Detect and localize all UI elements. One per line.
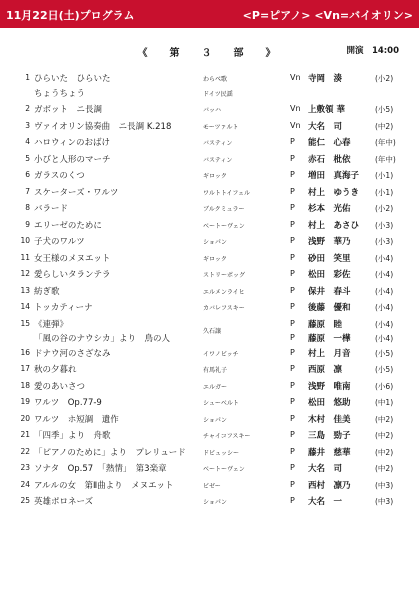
program-item xyxy=(0,345,419,362)
program-item xyxy=(0,427,419,444)
performer-name: 大名 司 xyxy=(308,464,343,474)
grade-level: (小3) xyxy=(375,220,394,230)
piece-title: スケーターズ・ワルツ xyxy=(34,187,119,198)
instrument-second: P xyxy=(290,332,295,342)
piece-title: 「四季」より 舟歌 xyxy=(34,431,111,441)
grade-level: (中1) xyxy=(375,398,394,407)
instrument: P xyxy=(290,463,295,472)
item-number: 5 xyxy=(25,153,30,163)
performer-name: 西村 凛乃 xyxy=(308,480,351,491)
composer: ギロック xyxy=(203,255,227,263)
program-item xyxy=(0,101,419,118)
grade-level: (小2) xyxy=(375,74,394,83)
item-number: 22 xyxy=(20,446,30,456)
grade-level-second: (小4) xyxy=(375,333,394,343)
part-heading: 《 第 ３ 部 》 xyxy=(137,48,282,59)
program-item xyxy=(0,217,419,234)
piece-title: ちょうちょう xyxy=(34,88,86,99)
performer-name: 砂田 笑里 xyxy=(308,253,351,264)
instrument: P xyxy=(290,413,295,423)
item-number: 13 xyxy=(20,285,30,295)
grade-level: (小1) xyxy=(375,171,394,180)
instrument: P xyxy=(290,347,295,357)
piece-title: 愛らしいタランテラ xyxy=(34,270,111,280)
item-number: 8 xyxy=(25,203,30,212)
performer-name: 大名 一 xyxy=(308,497,343,507)
composer: バスティン xyxy=(203,156,233,164)
piece-title: 女王様のメヌエット xyxy=(34,253,111,264)
piece-title: ヴァイオリン協奏曲 ニ長調 K.218 xyxy=(34,121,172,132)
program-item xyxy=(0,167,419,184)
performer-name: 村上 月音 xyxy=(308,348,351,359)
item-number: 9 xyxy=(25,219,30,229)
grade-level: (小4) xyxy=(375,270,394,279)
item-number: 15 xyxy=(20,318,30,328)
performer-name: 後藤 優和 xyxy=(308,303,351,313)
instrument: P xyxy=(290,364,295,373)
grade-level: (小5) xyxy=(375,365,394,374)
item-number: 2 xyxy=(25,104,30,113)
instrument: P xyxy=(290,397,295,406)
instrument: P xyxy=(290,430,295,439)
grade-level: (小4) xyxy=(375,303,394,312)
item-number: 25 xyxy=(20,496,30,505)
piece-title: ソナタ Op.57 「熱情」 第3楽章 xyxy=(34,464,167,474)
instrument-legend: <P=ピアノ> <Vn=バイオリン> xyxy=(242,9,413,22)
piece-title: ワルツ ホ短調 遺作 xyxy=(34,414,119,425)
performer-name: 松田 悠助 xyxy=(308,398,351,408)
grade-level: (中2) xyxy=(375,464,394,473)
piece-title: 紡ぎ歌 xyxy=(34,286,60,297)
program-item xyxy=(0,184,419,201)
grade-level: (中3) xyxy=(375,497,394,506)
performer-name: 浅野 唯南 xyxy=(308,381,351,392)
piece-title: エリーゼのために xyxy=(34,220,102,231)
grade-level: (小2) xyxy=(375,204,394,213)
piece-title: ドナウ河のさざなみ xyxy=(34,348,111,359)
composer: エルガー xyxy=(203,383,228,391)
composer: 久石譲 xyxy=(203,327,222,335)
performer-name: 西原 凛 xyxy=(308,365,343,375)
composer: イワノビッチ xyxy=(203,350,239,358)
grade-level: (小4) xyxy=(375,319,394,329)
composer: ドビュッシー xyxy=(203,449,240,457)
performer-name: 保井 春斗 xyxy=(308,286,351,297)
performer-name: 上敷領 華 xyxy=(308,105,345,115)
instrument: P xyxy=(290,318,295,328)
program-item xyxy=(0,299,419,316)
grade-level: (中2) xyxy=(375,414,394,424)
piece-title: ひらいた ひらいた xyxy=(34,74,111,84)
item-number: 6 xyxy=(25,170,30,179)
performer-name: 松田 彩佐 xyxy=(308,270,351,280)
program-item xyxy=(0,283,419,300)
instrument: P xyxy=(290,153,295,163)
grade-level: (小1) xyxy=(375,187,394,197)
program-item xyxy=(0,460,419,477)
program-item xyxy=(0,118,419,135)
item-number: 21 xyxy=(20,430,30,439)
composer: ドイツ民謡 xyxy=(203,90,233,98)
item-number: 1 xyxy=(25,73,30,82)
piece-title: ハロウィンのおばけ xyxy=(34,138,110,148)
item-number: 3 xyxy=(25,120,30,130)
composer: 有馬礼子 xyxy=(203,367,228,374)
grade-level: (年中) xyxy=(375,138,396,147)
instrument: P xyxy=(290,203,295,212)
piece-title: 《連弾》 xyxy=(34,319,69,330)
performer-name: 赤石 枇依 xyxy=(308,154,351,165)
instrument: P xyxy=(290,479,295,489)
composer: モーツァルト xyxy=(203,123,239,131)
program-item xyxy=(0,378,419,395)
piece-title: 英雄ポロネーズ xyxy=(34,497,94,507)
instrument: Vn xyxy=(290,104,301,113)
piece-title: 子犬のワルツ xyxy=(34,237,85,247)
item-number: 17 xyxy=(20,364,30,373)
piece-title: バラード xyxy=(34,204,69,214)
item-number: 4 xyxy=(25,137,30,146)
item-number: 23 xyxy=(20,463,30,472)
item-number: 12 xyxy=(20,269,30,278)
program-item xyxy=(0,151,419,168)
program-item xyxy=(0,70,419,85)
composer: バスティン xyxy=(203,140,233,147)
composer: ブルクミュラー xyxy=(203,206,245,213)
performer-name: 三島 勁子 xyxy=(308,431,351,441)
composer: ベートーヴェン xyxy=(203,466,245,473)
composer: ショパン xyxy=(203,499,227,506)
composer: シューベルト xyxy=(203,400,239,407)
composer: わらべ歌 xyxy=(203,76,228,83)
instrument: P xyxy=(290,496,295,505)
performer-name: 寺岡 湊 xyxy=(308,74,343,84)
performer-name: 村上 ゆうき xyxy=(308,187,360,198)
opening-time: 開演 14:00 xyxy=(346,46,399,56)
program-item xyxy=(0,477,419,494)
program-item xyxy=(0,266,419,283)
piece-title: アルルの女 第Ⅱ曲より メヌエット xyxy=(34,480,174,491)
composer: ショパン xyxy=(203,416,227,424)
item-number: 16 xyxy=(20,347,30,357)
performer-name: 杉本 光佑 xyxy=(308,204,351,214)
item-number: 7 xyxy=(25,186,30,196)
piece-title: ワルツ Op.77-9 xyxy=(34,398,102,408)
performer-name-second: 藤原 一樺 xyxy=(308,333,351,344)
program-item xyxy=(0,493,419,510)
performer-name: 増田 真海子 xyxy=(308,171,360,181)
piece-title: 愛のあいさつ xyxy=(34,381,86,392)
grade-level: (中3) xyxy=(375,480,394,490)
program-item xyxy=(0,361,419,378)
piece-title: ガボット ニ長調 xyxy=(34,105,103,115)
piece-title: 小びと人形のマーチ xyxy=(34,154,111,165)
instrument: Vn xyxy=(290,73,301,82)
grade-level: (小5) xyxy=(375,348,394,358)
performer-name: 能仁 心春 xyxy=(308,138,351,148)
piece-title-line2: 「風の谷のナウシカ」より 鳥の人 xyxy=(34,333,171,344)
program-item xyxy=(0,250,419,267)
grade-level: (小3) xyxy=(375,237,394,246)
grade-level: (小5) xyxy=(375,105,394,114)
instrument: P xyxy=(290,446,295,456)
program-item xyxy=(0,200,419,217)
item-number: 11 xyxy=(20,252,30,262)
item-number: 10 xyxy=(20,236,30,245)
program-date-title: 11月22日(土)プログラム xyxy=(6,9,135,22)
instrument: P xyxy=(290,219,295,229)
composer: ショパン xyxy=(203,239,227,246)
performer-name: 浅野 華乃 xyxy=(308,237,351,247)
composer: ベートーヴェン xyxy=(203,222,245,230)
program-list xyxy=(0,70,419,510)
instrument: P xyxy=(290,252,295,262)
piece-title: 「ピアノのために」より プレリュード xyxy=(34,447,186,458)
program-item xyxy=(0,134,419,151)
instrument: P xyxy=(290,285,295,295)
item-number: 20 xyxy=(20,413,30,423)
instrument: P xyxy=(290,269,295,278)
performer-name: 藤原 睦 xyxy=(308,319,343,330)
composer: エルメンライヒ xyxy=(203,288,245,296)
composer: バッハ xyxy=(203,107,222,114)
program-item xyxy=(0,394,419,411)
instrument: P xyxy=(290,302,295,311)
performer-name: 木村 佳美 xyxy=(308,414,351,425)
item-number: 14 xyxy=(20,302,30,311)
grade-level: (中2) xyxy=(375,447,394,457)
item-number: 24 xyxy=(20,479,30,489)
program-item xyxy=(0,316,419,345)
piece-title: 秋の夕暮れ xyxy=(34,365,77,375)
grade-level: (中2) xyxy=(375,121,394,131)
piece-title: ガラスのくつ xyxy=(34,171,85,181)
instrument: P xyxy=(290,186,295,196)
performer-name: 藤井 慈華 xyxy=(308,447,351,458)
grade-level: (小4) xyxy=(375,253,394,263)
grade-level: (中2) xyxy=(375,431,394,440)
instrument: Vn xyxy=(290,120,301,130)
performer-name: 村上 あさひ xyxy=(308,220,360,231)
program-item xyxy=(0,411,419,428)
composer: カバレフスキー xyxy=(203,305,245,312)
composer: ビゼー xyxy=(203,482,221,490)
grade-level: (小4) xyxy=(375,286,394,296)
instrument: P xyxy=(290,170,295,179)
item-number: 18 xyxy=(20,380,30,390)
program-item xyxy=(0,85,419,102)
composer: ギロック xyxy=(203,173,227,180)
instrument: P xyxy=(290,137,295,146)
grade-level: (小6) xyxy=(375,381,394,391)
program-item xyxy=(0,444,419,461)
item-number: 19 xyxy=(20,397,30,406)
piece-title: トッカティーナ xyxy=(34,303,93,313)
header-bar xyxy=(0,0,419,28)
instrument: P xyxy=(290,236,295,245)
program-item xyxy=(0,233,419,250)
performer-name: 大名 司 xyxy=(308,121,343,132)
composer: ワルトトイフェル xyxy=(203,189,251,197)
instrument: P xyxy=(290,380,295,390)
grade-level: (年中) xyxy=(375,154,396,164)
composer: チャイコフスキー xyxy=(203,433,251,440)
composer: ストリーボッグ xyxy=(203,272,246,279)
